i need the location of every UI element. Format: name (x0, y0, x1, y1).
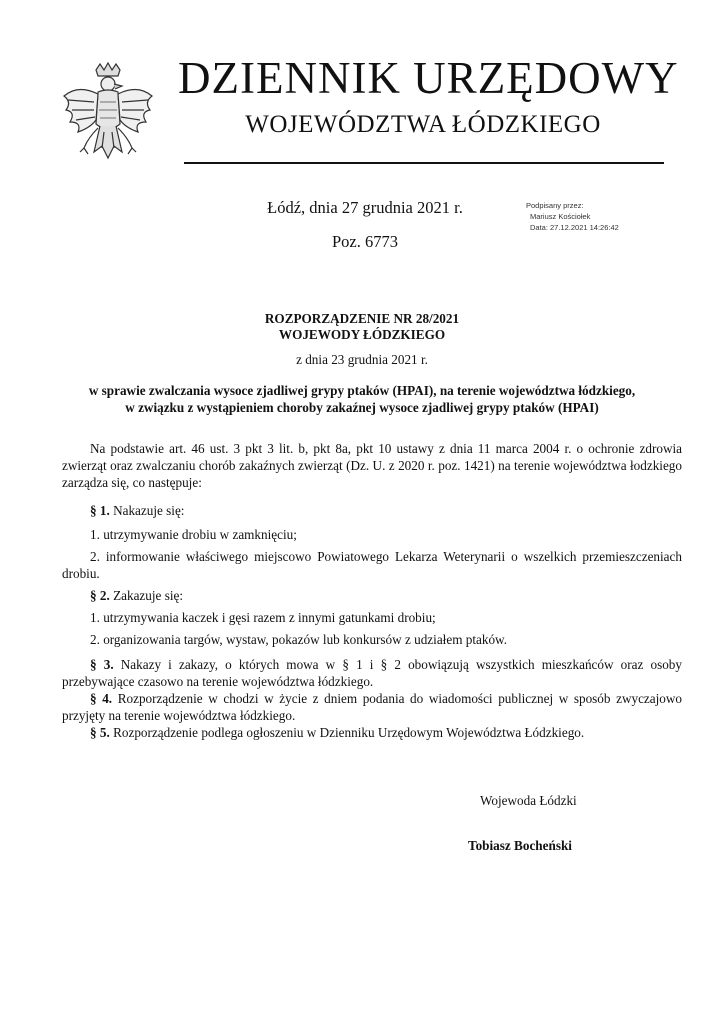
section-3-text: Nakazy i zakazy, o których mowa w § 1 i § 2 obowiązują wszystkich mieszkańców oraz osoby przebywające czasowo na terenie województwa łódzkiego. (62, 657, 682, 689)
section-2-text: Zakazuje się: (113, 588, 184, 603)
section-3-mark: § 3. (90, 657, 114, 672)
regulation-date: z dnia 23 grudnia 2021 r. (296, 352, 428, 367)
section-3 (62, 656, 682, 690)
section-1-item-1: 1. utrzymywanie drobiu w zamknięciu; (90, 527, 297, 542)
signature-label: Podpisany przez: (526, 201, 584, 210)
section-1 (90, 502, 682, 519)
section-2-mark: § 2. (90, 588, 110, 603)
journal-title: DZIENNIK URZĘDOWY (178, 53, 679, 103)
digital-signature-stamp (526, 200, 619, 233)
signature-signer: Mariusz Kościołek (530, 212, 591, 221)
position-number: Poz. 6773 (332, 232, 398, 251)
section-5 (90, 724, 682, 741)
section-5-text: Rozporządzenie podlega ogłoszeniu w Dzienniku Urzędowym Województwa Łódzkiego. (113, 725, 585, 740)
journal-subtitle: WOJEWÓDZTWA ŁÓDZKIEGO (245, 111, 601, 138)
header-divider (184, 162, 664, 164)
section-1-text: Nakazuje się: (113, 503, 185, 518)
signature-date: Data: 27.12.2021 14:26:42 (530, 223, 619, 232)
polish-eagle-emblem-icon (58, 62, 158, 174)
signatory-name: Tobiasz Bocheński (468, 838, 572, 853)
regulation-issuer: WOJEWODY ŁÓDZKIEGO (278, 327, 446, 342)
section-1-mark: § 1. (90, 503, 110, 518)
section-2 (90, 587, 682, 604)
signatory-role: Wojewoda Łódzki (480, 793, 577, 808)
section-2-item-1: 1. utrzymywania kaczek i gęsi razem z innymi gatunkami drobiu; (90, 610, 436, 625)
section-1-item-2: 2. informowanie właściwego miejscowo Powiatowego Lekarza Weterynarii o wszelkich przemieszczeniach drobiu. (62, 549, 682, 581)
regulation-number: ROZPORZĄDZENIE NR 28/2021 (264, 311, 460, 326)
section-4-text: Rozporządzenie w chodzi w życie z dniem podania do wiadomości publicznej w sposób zwyczajowo przyjęty na terenie województwa łódzkiego. (62, 691, 682, 723)
preamble-paragraph: Na podstawie art. 46 ust. 3 pkt 3 lit. b, pkt 8a, pkt 10 ustawy z dnia 11 marca 2004 r. o ochronie zdrowia zwierząt oraz zwalczaniu chorób zakaźnych zwierząt (Dz. U. z 2020 r. poz. 1421) na terenie województwa łodzkiego zarządza się, co następuje: (62, 441, 682, 490)
section-4-mark: § 4. (90, 691, 113, 706)
regulation-subject-line1: w sprawie zwalczania wysoce zjadliwej grypy ptaków (HPAI), na terenie województwa łódzkiego, (88, 383, 636, 398)
regulation-subject-line2: w związku z wystąpieniem choroby zakaźnej wysoce zjadliwej grypy ptaków (HPAI) (125, 400, 599, 415)
section-2-item-2: 2. organizowania targów, wystaw, pokazów lub konkursów z udziałem ptaków. (90, 632, 508, 647)
section-5-mark: § 5. (90, 725, 110, 740)
publication-date: Łódź, dnia 27 grudnia 2021 r. (267, 198, 463, 217)
section-4 (62, 690, 682, 724)
